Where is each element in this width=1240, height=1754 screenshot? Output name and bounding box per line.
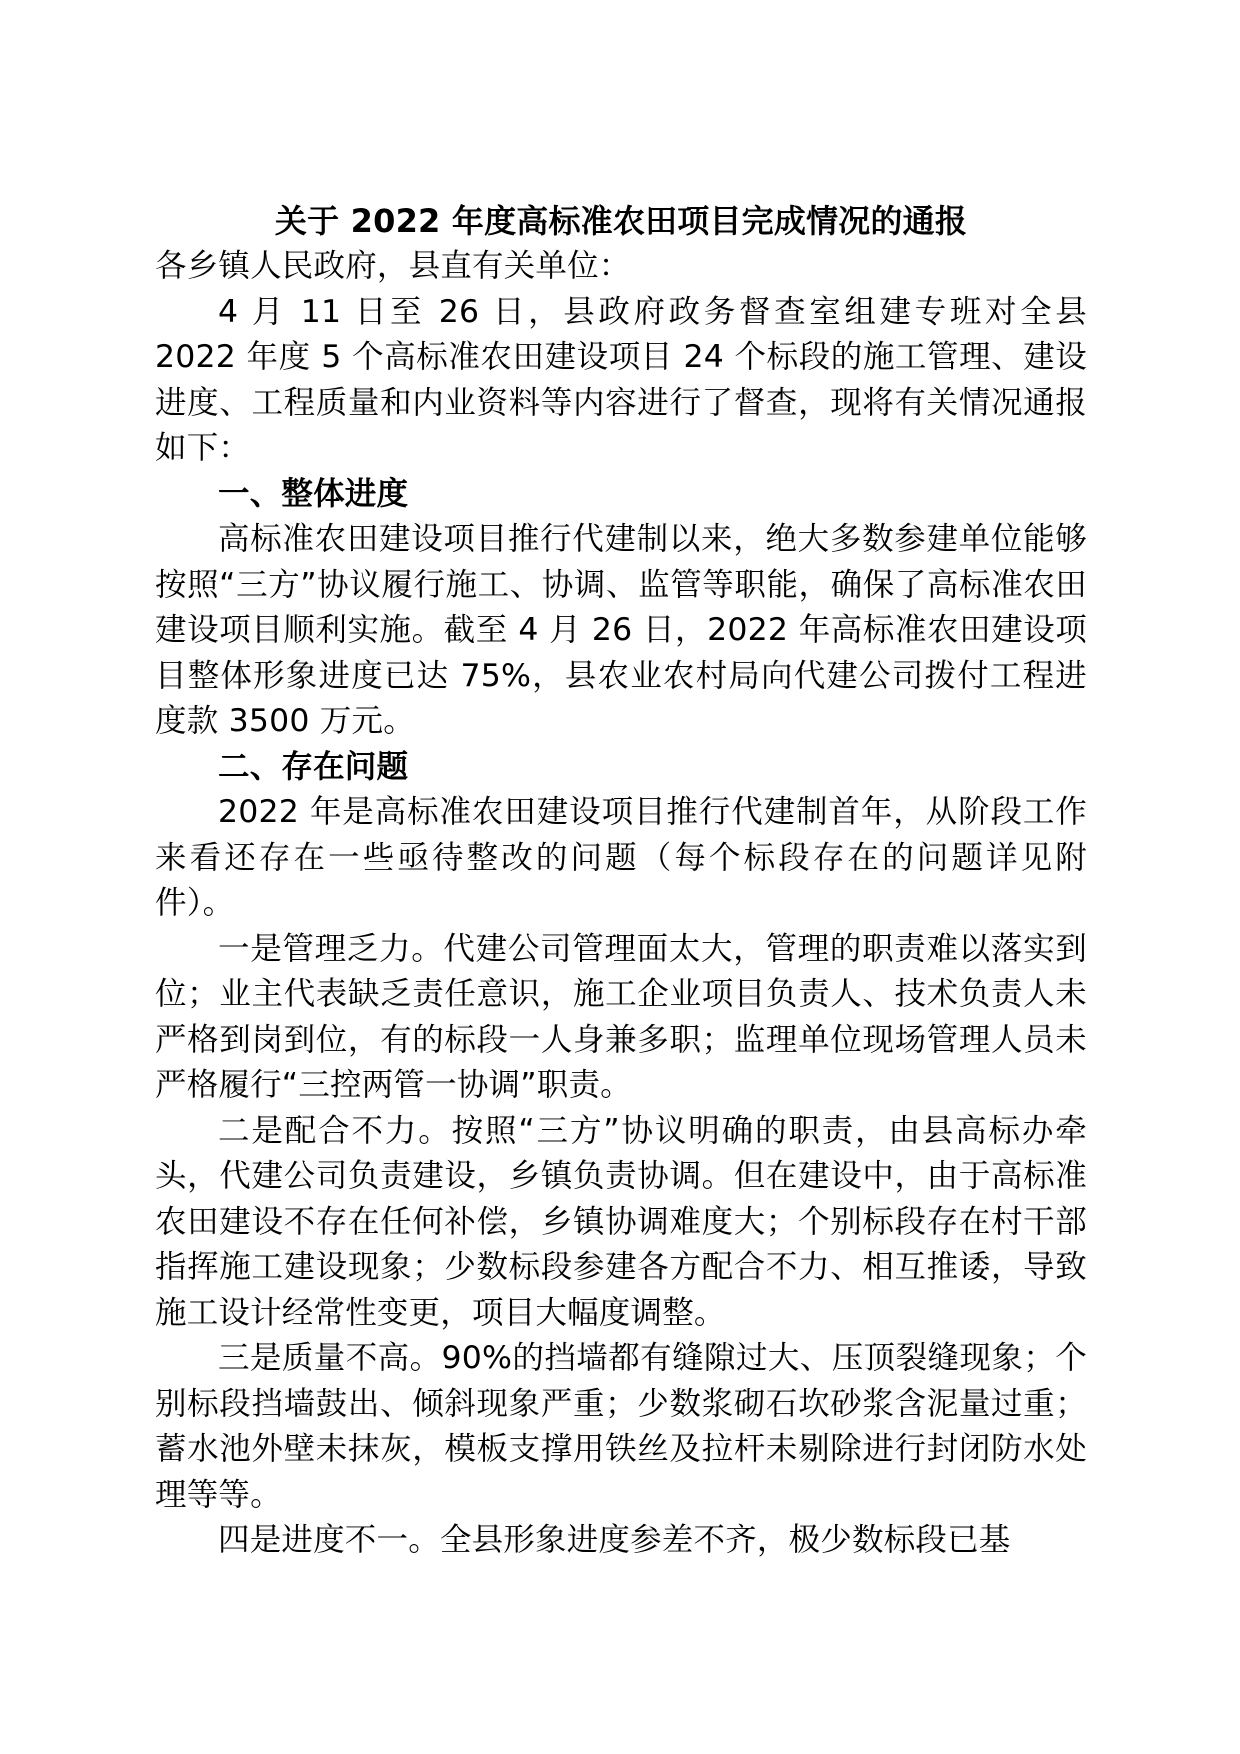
salutation: 各乡镇人民政府，县直有关单位： bbox=[155, 248, 631, 284]
section-heading-existing-problems: 二、存在问题 bbox=[218, 748, 409, 785]
intro-paragraph: 4 月 11 日至 26 日，县政府政务督查室组建专班对全县 2022 年度 5 个高标准农田建设项目 24 个标段的施工管理、建设进度、工程质量和内业资料等内容进行了督查，现将有关情况通报如下： bbox=[155, 293, 1087, 466]
section-heading-overall-progress: 一、整体进度 bbox=[218, 475, 409, 512]
section-intro-existing-problems: 2022 年是高标准农田建设项目推行代建制首年，从阶段工作来看还存在一些亟待整改的问题（每个标段存在的问题详见附件）。 bbox=[155, 794, 1087, 921]
section-body-overall-progress: 高标准农田建设项目推行代建制以来，绝大多数参建单位能够按照“三方”协议履行施工、协调、监管等职能，确保了高标准农田建设项目顺利实施。截至 4 月 26 日，2022 年高标准农田建设项目整体形象进度已达 75%，县农业农村局向代建公司拨付工程进度款 3500 万元。 bbox=[155, 521, 1087, 739]
problem-item-coordination: 二是配合不力。按照“三方”协议明确的职责，由县高标办牵头，代建公司负责建设，乡镇负责协调。但在建设中，由于高标准农田建设不存在任何补偿，乡镇协调难度大；个别标段存在村干部指挥施工建设现象；少数标段参建各方配合不力、相互推诿，导致施工设计经常性变更，项目大幅度调整。 bbox=[155, 1112, 1087, 1331]
document-title: 关于 2022 年度高标准农田项目完成情况的通报 bbox=[274, 202, 968, 240]
problem-item-progress: 四是进度不一。全县形象进度参差不齐，极少数标段已基 bbox=[218, 1522, 1011, 1558]
document-page bbox=[155, 198, 1087, 1564]
problem-item-management: 一是管理乏力。代建公司管理面太大，管理的职责难以落实到位；业主代表缺乏责任意识，施工企业项目负责人、技术负责人未严格到岗到位，有的标段一人身兼多职；监理单位现场管理人员未严格履行“三控两管一协调”职责。 bbox=[155, 930, 1087, 1103]
problem-item-quality: 三是质量不高。90%的挡墙都有缝隙过大、压顶裂缝现象；个别标段挡墙鼓出、倾斜现象严重；少数浆砌石坎砂浆含泥量过重；蓄水池外壁未抹灰，模板支撑用铁丝及拉杆未剔除进行封闭防水处理等等。 bbox=[155, 1340, 1087, 1513]
